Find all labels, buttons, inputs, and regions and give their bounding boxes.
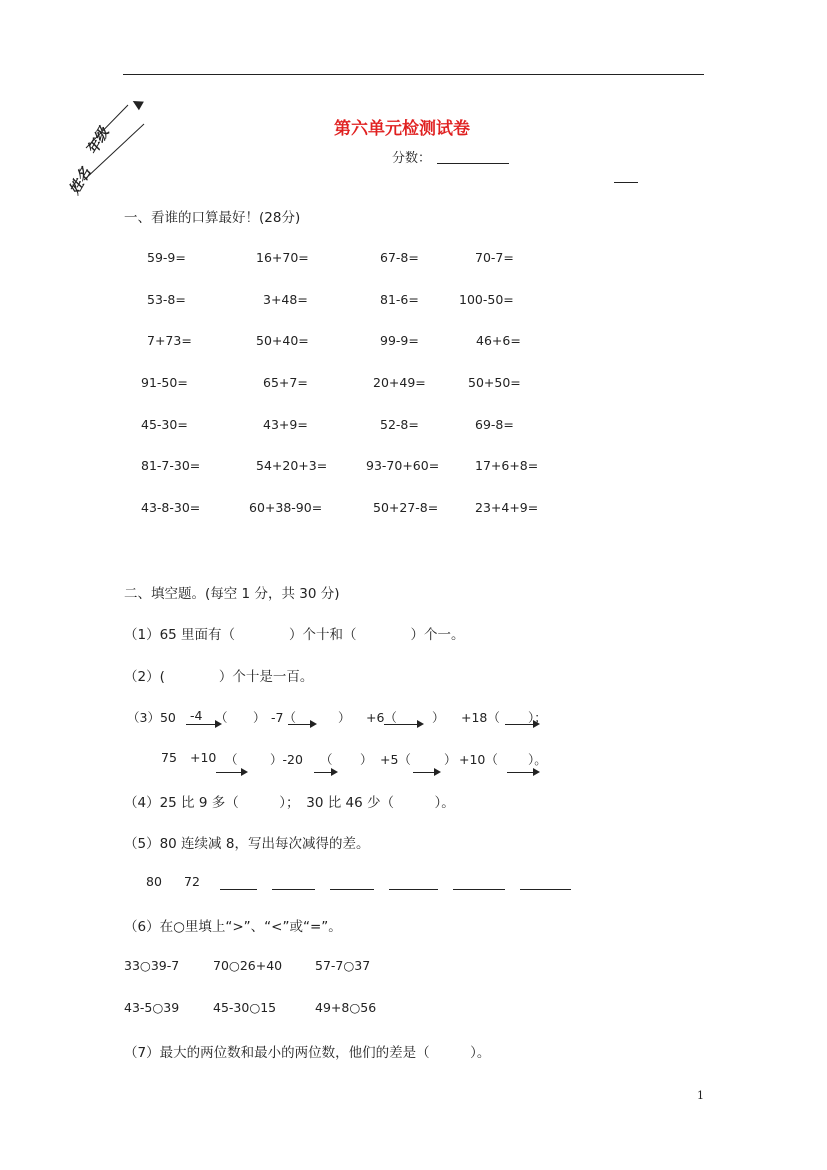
- arrow-right-icon: [384, 724, 422, 725]
- arrow-right-icon: [186, 724, 220, 725]
- side-mark: ▲: [128, 95, 146, 112]
- calc-item: 45-30=: [141, 417, 188, 432]
- section2-heading: 二、填空题。(每空 1 分，共 30 分): [124, 586, 340, 602]
- calc-item: 52-8=: [380, 417, 419, 432]
- q3-paren: ）: [432, 710, 445, 725]
- q3-paren: ）；: [528, 710, 547, 725]
- page-title: 第六单元检测试卷: [334, 119, 470, 139]
- q3-paren: ）: [444, 752, 457, 767]
- arrow-right-icon: [507, 772, 538, 773]
- arrow-right-icon: [413, 772, 439, 773]
- q3-op: -4: [190, 708, 203, 723]
- score-label: 分数：: [392, 151, 432, 166]
- answer-blank[interactable]: [520, 889, 571, 890]
- compare-item: 43-5○39: [124, 1000, 180, 1015]
- score-blank[interactable]: [437, 163, 509, 164]
- question-7: （7）最大的两位数和最小的两位数，他们的差是（ ）。: [124, 1045, 491, 1061]
- calc-item: 16+70=: [256, 250, 309, 265]
- arrow-right-icon: [288, 724, 315, 725]
- arrow-right-icon: [314, 772, 336, 773]
- side-label-grade: 年级: [84, 125, 113, 158]
- calc-item: 81-6=: [380, 292, 419, 307]
- compare-item: 49+8○56: [315, 1000, 377, 1015]
- answer-blank[interactable]: [330, 889, 374, 890]
- calc-item: 100-50=: [459, 292, 514, 307]
- q3-paren: ）: [360, 752, 373, 767]
- calc-item: 50+50=: [468, 375, 521, 390]
- q3-op: +6（: [366, 710, 397, 725]
- q3-paren: （: [215, 710, 228, 725]
- q3-op: -7（: [271, 710, 296, 725]
- q3-start: 75: [161, 750, 177, 765]
- calc-item: 23+4+9=: [475, 500, 539, 515]
- compare-item: 45-30○15: [213, 1000, 277, 1015]
- calc-item: 17+6+8=: [475, 458, 539, 473]
- compare-item: 57-7○37: [315, 958, 371, 973]
- side-writing-lines: [0, 0, 827, 220]
- calc-item: 60+38-90=: [249, 500, 323, 515]
- calc-item: 43-8-30=: [141, 500, 201, 515]
- q3-paren: （: [320, 752, 333, 767]
- compare-item: 70○26+40: [213, 958, 283, 973]
- question-2: （2）( ）个十是一百。: [124, 669, 314, 685]
- side-label-name: 姓名: [66, 165, 95, 198]
- calc-item: 65+7=: [263, 375, 308, 390]
- question-4: （4）25 比 9 多（ ）； 30 比 46 少（ ）。: [124, 795, 455, 811]
- arrow-right-icon: [505, 724, 538, 725]
- calc-item: 3+48=: [263, 292, 308, 307]
- calc-item: 93-70+60=: [366, 458, 440, 473]
- q3-paren: ）: [253, 710, 266, 725]
- calc-item: 69-8=: [475, 417, 514, 432]
- q5-value: 80: [146, 874, 162, 889]
- q3-paren: ）。: [528, 752, 547, 767]
- short-blank: [614, 182, 638, 183]
- calc-item: 99-9=: [380, 333, 419, 348]
- section1-heading: 一、看谁的口算最好！(28分): [124, 210, 301, 226]
- arrow-right-icon: [216, 772, 246, 773]
- calc-item: 67-8=: [380, 250, 419, 265]
- q5-value: 72: [184, 874, 200, 889]
- question-1: （1）65 里面有（ ）个十和（ ）个一。: [124, 627, 465, 643]
- calc-item: 54+20+3=: [256, 458, 328, 473]
- answer-blank[interactable]: [389, 889, 438, 890]
- calc-item: 91-50=: [141, 375, 188, 390]
- calc-item: 43+9=: [263, 417, 308, 432]
- answer-blank[interactable]: [272, 889, 315, 890]
- calc-item: 81-7-30=: [141, 458, 201, 473]
- question-6: （6）在○里填上“>”、“<”或“=”。: [124, 919, 342, 935]
- q3-op: +18（: [461, 710, 500, 725]
- answer-blank[interactable]: [453, 889, 505, 890]
- q3-op: +10: [190, 750, 217, 765]
- compare-item: 33○39-7: [124, 958, 180, 973]
- question-5: （5）80 连续减 8，写出每次减得的差。: [124, 836, 370, 852]
- page-number: 1: [697, 1089, 704, 1102]
- q3-paren: （: [225, 752, 238, 767]
- calc-item: 59-9=: [147, 250, 186, 265]
- calc-item: 50+27-8=: [373, 500, 439, 515]
- calc-item: 50+40=: [256, 333, 309, 348]
- q3-op: ）-20: [270, 752, 303, 767]
- calc-item: 53-8=: [147, 292, 186, 307]
- calc-item: 7+73=: [147, 333, 192, 348]
- calc-item: 46+6=: [476, 333, 521, 348]
- answer-blank[interactable]: [220, 889, 257, 890]
- q3-op: +10（: [459, 752, 498, 767]
- q3-op: +5（: [380, 752, 411, 767]
- calc-item: 70-7=: [475, 250, 514, 265]
- q3-paren: ）: [338, 710, 351, 725]
- q3-start: （3）50: [127, 710, 176, 725]
- calc-item: 20+49=: [373, 375, 426, 390]
